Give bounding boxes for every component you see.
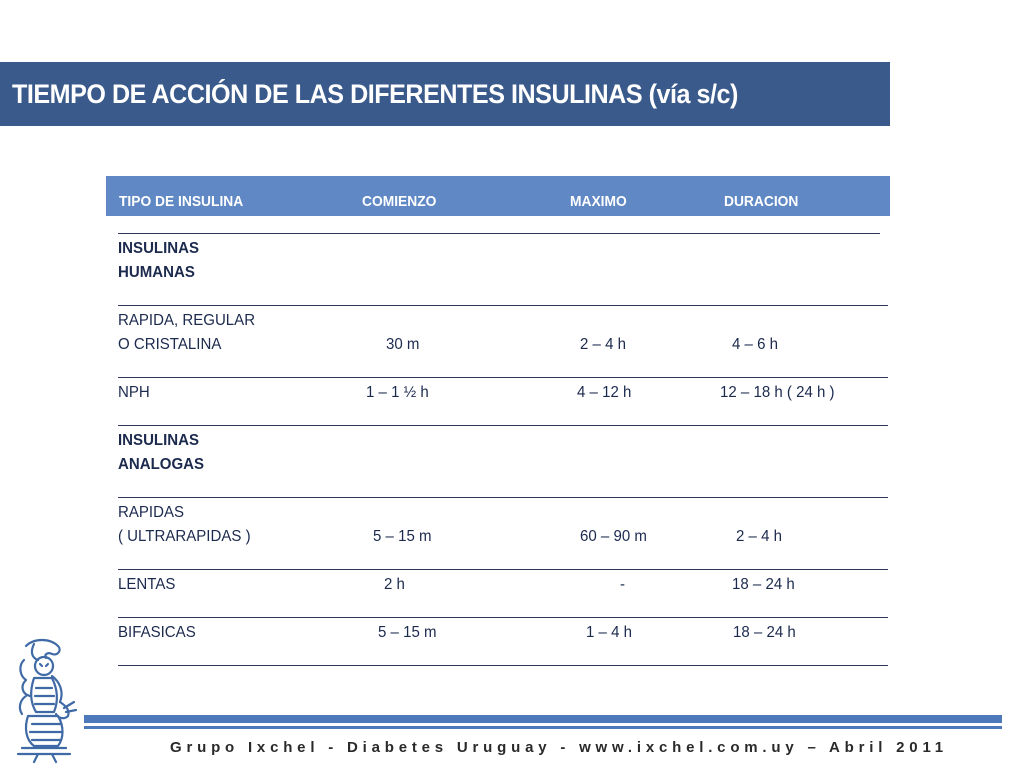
section-label: ANALOGAS (118, 456, 205, 473)
section-label: INSULINAS (118, 432, 200, 449)
row-comienzo: 30 m (386, 336, 420, 353)
header-maximo: MAXIMO (570, 193, 627, 210)
row-duracion: 4 – 6 h (732, 336, 779, 353)
row-name: ( ULTRARAPIDAS ) (118, 528, 251, 545)
row-duracion: 2 – 4 h (736, 528, 783, 545)
table-divider (118, 665, 888, 666)
footer-band (84, 715, 1002, 723)
row-maximo: 60 – 90 m (580, 528, 647, 545)
row-comienzo: 5 – 15 m (373, 528, 432, 545)
row-name: RAPIDA, REGULAR (118, 312, 256, 329)
title-bar (0, 62, 890, 126)
table-divider (118, 377, 888, 378)
row-maximo: - (620, 576, 626, 593)
table-header (106, 176, 890, 216)
footer-text: Grupo Ixchel - Diabetes Uruguay - www.ixchel.com.uy – Abril 2011 (170, 739, 948, 756)
row-duracion: 18 – 24 h (733, 624, 796, 641)
row-name: NPH (118, 384, 150, 401)
row-comienzo: 1 – 1 ½ h (366, 384, 429, 401)
ixchel-logo (4, 636, 80, 764)
section-label: INSULINAS (118, 240, 200, 257)
table-divider (118, 305, 888, 306)
footer-band (84, 726, 1002, 729)
header-tipo: TIPO DE INSULINA (119, 193, 244, 210)
row-name: BIFASICAS (118, 624, 196, 641)
row-duracion: 12 – 18 h ( 24 h ) (720, 384, 835, 401)
section-label: HUMANAS (118, 264, 195, 281)
table-divider (118, 497, 888, 498)
table-divider (118, 569, 888, 570)
row-name: LENTAS (118, 576, 176, 593)
table-divider (118, 617, 888, 618)
row-comienzo: 5 – 15 m (378, 624, 437, 641)
table-divider (118, 425, 888, 426)
row-name: RAPIDAS (118, 504, 185, 521)
row-maximo: 2 – 4 h (580, 336, 627, 353)
header-duracion: DURACION (724, 193, 799, 210)
header-comienzo: COMIENZO (362, 193, 437, 210)
row-maximo: 4 – 12 h (577, 384, 632, 401)
row-maximo: 1 – 4 h (586, 624, 633, 641)
page-title: TIEMPO DE ACCIÓN DE LAS DIFERENTES INSULINAS (vía s/c) (12, 78, 738, 109)
row-comienzo: 2 h (384, 576, 405, 593)
table-divider (118, 233, 880, 234)
row-duracion: 18 – 24 h (732, 576, 795, 593)
row-name: O CRISTALINA (118, 336, 222, 353)
